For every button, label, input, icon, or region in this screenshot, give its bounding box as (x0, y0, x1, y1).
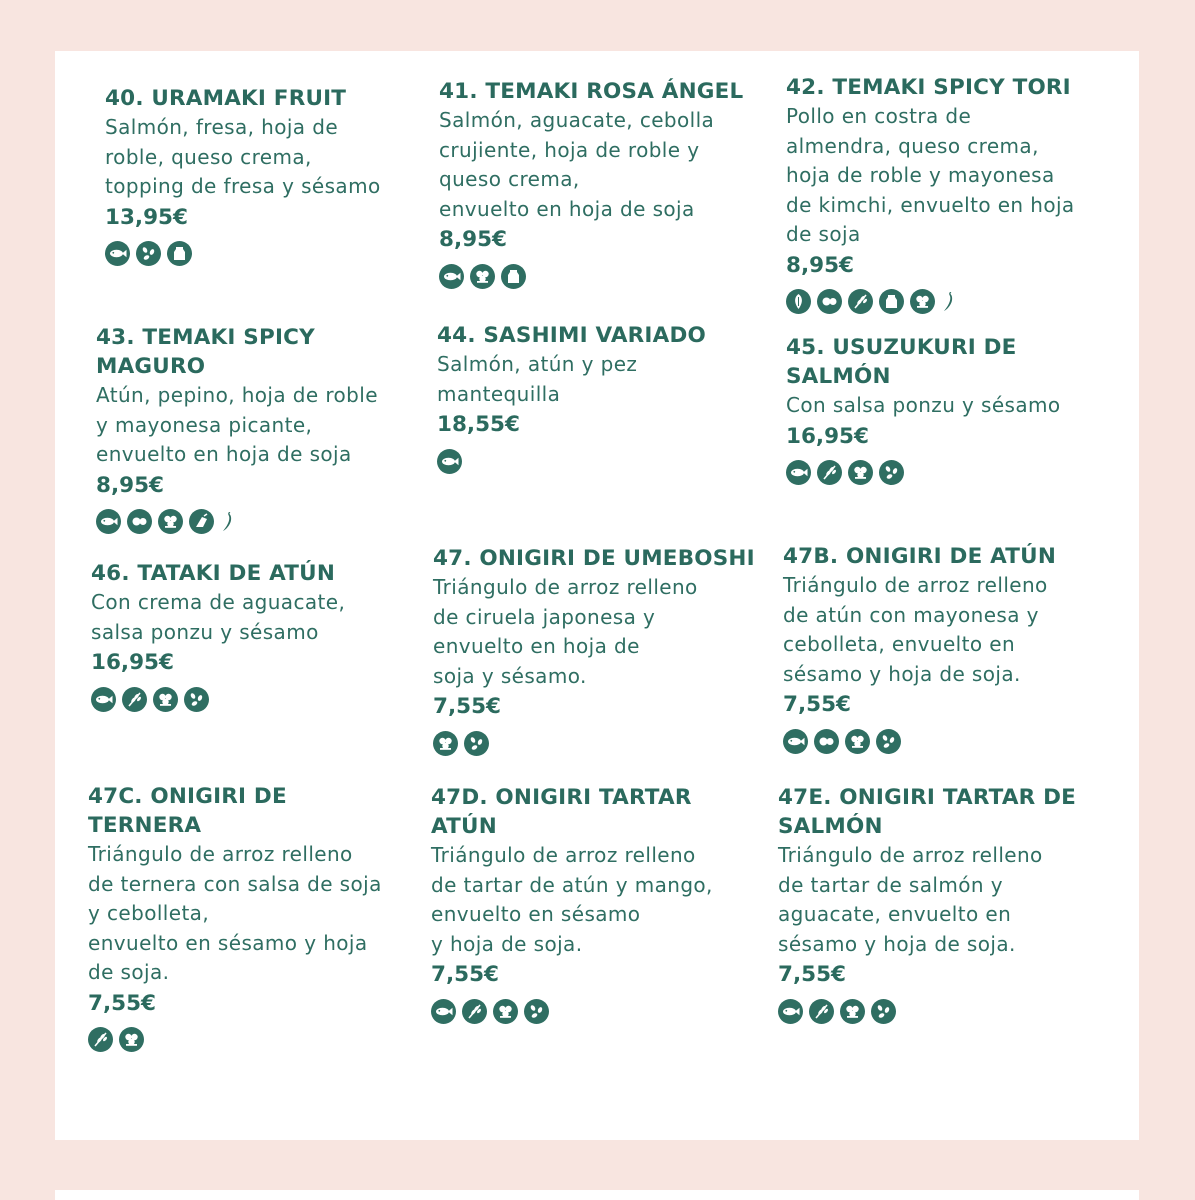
sesame-icon (876, 729, 901, 754)
soy-icon (493, 999, 518, 1024)
soy-icon (158, 509, 183, 534)
mustard-icon (189, 509, 214, 534)
allergen-icons (783, 728, 1113, 754)
allergen-icons (778, 998, 1108, 1024)
item-description: Atún, pepino, hoja de roble y mayonesa picante, envuelto en hoja de soja (96, 383, 378, 466)
item-title: 45. USUZUKURI DE SALMÓN (786, 335, 1017, 389)
item-description: Salmón, fresa, hoja de roble, queso crema, topping de fresa y sésamo (105, 115, 381, 198)
menu-item-40 (105, 84, 435, 267)
gluten-icon (88, 1027, 113, 1052)
item-description: Triángulo de arroz relleno de ternera con salsa de soja y cebolleta, envuelto en sésamo y hoja de soja. (88, 842, 382, 984)
menu-item-47d (431, 783, 761, 1024)
fish-icon (96, 509, 121, 534)
item-description: Salmón, atún y pez mantequilla (437, 352, 638, 406)
item-description: Triángulo de arroz relleno de ciruela japonesa y envuelto en hoja de soja y sésamo. (433, 575, 698, 688)
soy-icon (848, 460, 873, 485)
sesame-icon (464, 731, 489, 756)
soy-icon (433, 731, 458, 756)
next-card-edge (55, 1190, 1139, 1200)
menu-item-47c (88, 782, 418, 1053)
item-title: 46. TATAKI DE ATÚN (91, 561, 336, 586)
sesame-icon (184, 687, 209, 712)
gluten-icon (848, 289, 873, 314)
allergen-icons (96, 509, 426, 535)
gluten-icon (122, 687, 147, 712)
sesame-icon (871, 999, 896, 1024)
egg-icon (127, 509, 152, 534)
soy-icon (470, 264, 495, 289)
soy-icon (153, 687, 178, 712)
menu-item-47e (778, 783, 1108, 1024)
item-title: 47C. ONIGIRI DE TERNERA (88, 784, 287, 838)
item-title: 44. SASHIMI VARIADO (437, 323, 706, 348)
nuts-icon (786, 289, 811, 314)
item-price: 8,95€ (439, 227, 508, 252)
egg-icon (814, 729, 839, 754)
spicy-icon (941, 289, 955, 314)
item-description: Con crema de aguacate, salsa ponzu y sésamo (91, 590, 346, 644)
allergen-icons (786, 460, 1116, 486)
item-price: 13,95€ (105, 204, 188, 230)
item-title: 47D. ONIGIRI TARTAR ATÚN (431, 785, 692, 839)
fish-icon (431, 999, 456, 1024)
item-price: 7,55€ (433, 694, 502, 719)
egg-icon (817, 289, 842, 314)
spicy-icon (220, 509, 234, 534)
item-title: 47B. ONIGIRI DE ATÚN (783, 544, 1057, 569)
allergen-icons (786, 289, 1116, 315)
gluten-icon (809, 999, 834, 1024)
item-title: 41. TEMAKI ROSA ÁNGEL (439, 79, 744, 104)
item-title: 47E. ONIGIRI TARTAR DE SALMÓN (778, 785, 1077, 839)
item-price: 7,55€ (778, 962, 847, 987)
item-description: Triángulo de arroz relleno de atún con mayonesa y cebolleta, envuelto en sésamo y hoja de soja. (783, 573, 1048, 686)
menu-item-47b (783, 542, 1113, 754)
allergen-icons (437, 448, 767, 474)
sesame-icon (879, 460, 904, 485)
menu-item-42 (786, 73, 1116, 315)
item-price: 16,95€ (786, 423, 869, 449)
allergen-icons (431, 998, 761, 1024)
milk-icon (879, 289, 904, 314)
allergen-icons (439, 263, 769, 289)
fish-icon (437, 449, 462, 474)
gluten-icon (817, 460, 842, 485)
menu-item-45 (786, 333, 1116, 486)
item-price: 7,55€ (431, 962, 500, 987)
sesame-icon (136, 241, 161, 266)
soy-icon (845, 729, 870, 754)
menu-item-47 (433, 544, 763, 756)
item-title: 47. ONIGIRI DE UMEBOSHI (433, 546, 755, 571)
item-price: 7,55€ (783, 692, 852, 717)
allergen-icons (88, 1027, 418, 1053)
fish-icon (786, 460, 811, 485)
soy-icon (119, 1027, 144, 1052)
item-description: Pollo en costra de almendra, queso crema, hoja de roble y mayonesa de kimchi, envuelto en hoja de soja (786, 104, 1075, 246)
fish-icon (91, 687, 116, 712)
item-price: 8,95€ (786, 252, 855, 278)
milk-icon (167, 241, 192, 266)
item-description: Con salsa ponzu y sésamo (786, 393, 1061, 417)
menu-item-41 (439, 77, 769, 289)
sesame-icon (524, 999, 549, 1024)
item-price: 18,55€ (437, 412, 520, 437)
allergen-icons (433, 730, 763, 756)
item-description: Salmón, aguacate, cebolla crujiente, hoja de roble y queso crema, envuelto en hoja de soja (439, 108, 715, 221)
item-price: 16,95€ (91, 650, 174, 675)
soy-icon (840, 999, 865, 1024)
item-description: Triángulo de arroz relleno de tartar de salmón y aguacate, envuelto en sésamo y hoja de soja. (778, 843, 1043, 956)
gluten-icon (462, 999, 487, 1024)
fish-icon (783, 729, 808, 754)
item-price: 8,95€ (96, 472, 165, 498)
menu-item-44 (437, 321, 767, 474)
milk-icon (501, 264, 526, 289)
item-description: Triángulo de arroz relleno de tartar de atún y mango, envuelto en sésamo y hoja de soja. (431, 843, 713, 956)
item-title: 42. TEMAKI SPICY TORI (786, 75, 1071, 100)
item-price: 7,55€ (88, 990, 157, 1016)
item-title: 43. TEMAKI SPICY MAGURO (96, 325, 315, 379)
fish-icon (778, 999, 803, 1024)
soy-icon (910, 289, 935, 314)
fish-icon (439, 264, 464, 289)
allergen-icons (105, 241, 435, 267)
fish-icon (105, 241, 130, 266)
allergen-icons (91, 686, 421, 712)
menu-item-43 (96, 323, 426, 535)
item-title: 40. URAMAKI FRUIT (105, 86, 347, 111)
menu-item-46 (91, 559, 421, 712)
